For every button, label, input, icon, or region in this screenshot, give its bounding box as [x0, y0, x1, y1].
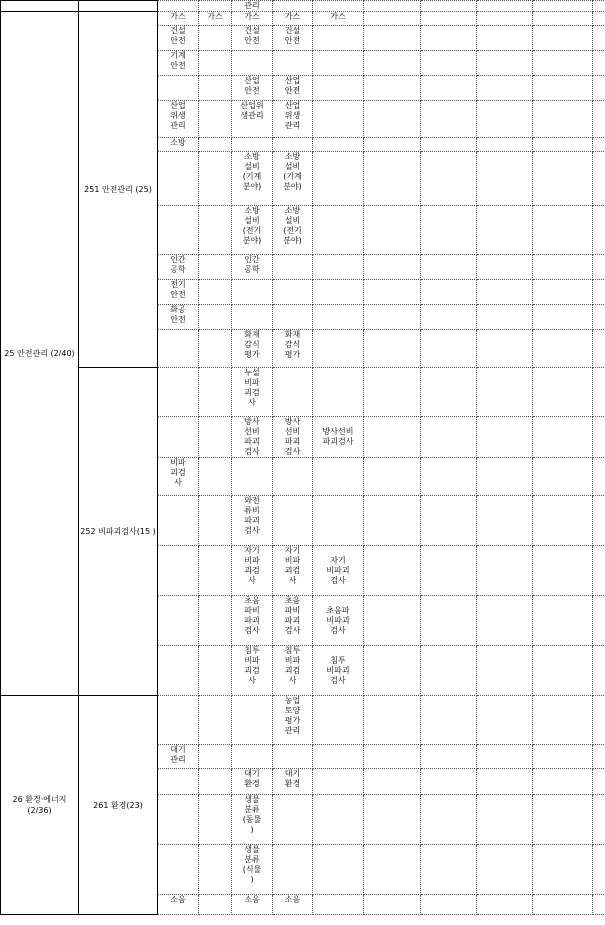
cert-cell: 침투 비파 괴검 사 — [273, 646, 313, 696]
blank-cell — [593, 845, 605, 895]
blank-cell — [533, 417, 593, 458]
cert-cell — [199, 496, 232, 546]
cert-cell — [199, 305, 232, 330]
blank-cell — [593, 368, 605, 417]
cert-cell: 건설 안전 — [232, 26, 273, 51]
blank-cell — [364, 546, 421, 596]
cert-cell — [232, 51, 273, 76]
blank-cell — [593, 795, 605, 845]
blank-cell — [477, 330, 533, 368]
cert-cell — [273, 368, 313, 417]
blank-cell — [533, 330, 593, 368]
blank-cell — [421, 795, 477, 845]
blank-cell — [273, 1, 313, 12]
cert-cell: 자기 비파 괴검 사 — [273, 546, 313, 596]
blank-cell — [533, 769, 593, 795]
cert-cell — [313, 696, 364, 745]
blank-cell — [421, 152, 477, 206]
cert-cell: 전기 안전 — [158, 280, 199, 305]
cert-cell — [232, 305, 273, 330]
cert-cell: 대기 관리 — [158, 745, 199, 769]
cert-cell — [158, 417, 199, 458]
cert-cell — [199, 51, 232, 76]
blank-cell — [364, 368, 421, 417]
table-row — [1, 368, 605, 417]
blank-cell — [593, 895, 605, 915]
cert-cell — [273, 280, 313, 305]
cert-cell — [158, 646, 199, 696]
cert-cell: 침투 비파괴 검사 — [313, 646, 364, 696]
cert-cell: 산업 안전 — [232, 76, 273, 101]
cert-cell: 초음파 비파괴 검사 — [313, 596, 364, 646]
blank-cell — [593, 12, 605, 26]
table-row — [1, 12, 605, 26]
cert-cell: 소방 설비 (전기 분야) — [273, 206, 313, 255]
cert-cell: 관리 — [232, 1, 273, 12]
cert-cell: 농업 토양 평가 관리 — [273, 696, 313, 745]
major-category-safety: 25 안전관리 (2/40) — [1, 12, 79, 696]
blank-cell — [593, 546, 605, 596]
cert-cell: 소방 설비 (전기 분야) — [232, 206, 273, 255]
cert-cell — [199, 76, 232, 101]
cert-cell: 소방 — [158, 138, 199, 152]
cert-cell — [199, 845, 232, 895]
cert-cell — [158, 596, 199, 646]
blank-cell — [421, 696, 477, 745]
cert-cell — [158, 795, 199, 845]
blank-cell — [421, 1, 477, 12]
blank-cell — [364, 596, 421, 646]
blank-cell — [593, 255, 605, 280]
cert-cell — [199, 138, 232, 152]
cert-cell: 가스 — [199, 12, 232, 26]
cert-cell: 자기 비파괴 검사 — [313, 546, 364, 596]
blank-cell — [199, 1, 232, 12]
blank-cell — [421, 458, 477, 496]
cert-cell — [273, 255, 313, 280]
cert-cell: 생물 분류 (동물 ) — [232, 795, 273, 845]
blank-cell — [593, 76, 605, 101]
cert-cell — [232, 745, 273, 769]
cert-cell — [199, 745, 232, 769]
blank-cell — [421, 646, 477, 696]
blank-cell — [593, 101, 605, 138]
blank-cell — [364, 138, 421, 152]
blank-cell — [421, 138, 477, 152]
cert-cell — [273, 458, 313, 496]
cert-cell — [313, 305, 364, 330]
cert-cell — [199, 646, 232, 696]
blank-cell — [421, 51, 477, 76]
blank-cell — [593, 51, 605, 76]
blank-cell — [533, 745, 593, 769]
cert-cell: 인간 공학 — [232, 255, 273, 280]
blank-cell — [477, 458, 533, 496]
blank-cell — [593, 646, 605, 696]
cert-cell — [199, 206, 232, 255]
blank-cell — [533, 101, 593, 138]
cert-cell: 가스 — [232, 12, 273, 26]
cert-cell — [313, 745, 364, 769]
blank-cell — [477, 76, 533, 101]
cert-cell: 대기 환경 — [273, 769, 313, 795]
cert-cell: 누설 비파 괴검 사 — [232, 368, 273, 417]
cert-cell: 초음 파비 파괴 검사 — [232, 596, 273, 646]
cert-cell: 기계 안전 — [158, 51, 199, 76]
cert-cell — [313, 895, 364, 915]
blank-cell — [364, 330, 421, 368]
blank-cell — [158, 1, 199, 12]
cert-cell: 소방 설비 (기계 분야) — [232, 152, 273, 206]
mid-category-252: 252 비파괴검사(15 ) — [79, 368, 158, 696]
cert-cell — [313, 330, 364, 368]
cert-cell: 소방 설비 (기계 분야) — [273, 152, 313, 206]
blank-cell — [593, 417, 605, 458]
blank-cell — [421, 596, 477, 646]
blank-cell — [364, 795, 421, 845]
mid-category-261: 261 환경(23) — [79, 696, 158, 915]
blank-cell — [421, 769, 477, 795]
cert-cell — [273, 496, 313, 546]
blank-cell — [533, 26, 593, 51]
cert-cell — [158, 76, 199, 101]
blank-cell — [533, 255, 593, 280]
blank-cell — [477, 845, 533, 895]
blank-cell — [364, 305, 421, 330]
blank-cell — [364, 458, 421, 496]
blank-cell — [593, 305, 605, 330]
cert-cell — [199, 458, 232, 496]
cert-cell — [199, 280, 232, 305]
cert-cell: 화공 안전 — [158, 305, 199, 330]
blank-cell — [533, 12, 593, 26]
blank-cell — [421, 845, 477, 895]
blank-cell — [477, 1, 533, 12]
blank-cell — [477, 206, 533, 255]
blank-cell — [477, 26, 533, 51]
blank-cell — [477, 596, 533, 646]
blank-cell — [593, 280, 605, 305]
cert-cell — [199, 795, 232, 845]
blank-cell — [364, 745, 421, 769]
blank-cell — [533, 458, 593, 496]
cert-cell — [158, 330, 199, 368]
blank-cell — [364, 101, 421, 138]
blank-cell — [364, 496, 421, 546]
blank-cell — [593, 152, 605, 206]
cert-cell — [313, 76, 364, 101]
cert-cell: 산업 위생 관리 — [273, 101, 313, 138]
cert-cell — [313, 280, 364, 305]
blank-cell — [593, 206, 605, 255]
blank-cell — [421, 496, 477, 546]
blank-cell — [1, 1, 79, 12]
blank-cell — [533, 138, 593, 152]
cert-cell — [313, 458, 364, 496]
cert-cell: 침투 비파 괴검 사 — [232, 646, 273, 696]
cert-cell — [199, 255, 232, 280]
cert-cell — [199, 101, 232, 138]
cert-cell — [273, 138, 313, 152]
cert-cell — [232, 458, 273, 496]
blank-cell — [593, 696, 605, 745]
blank-cell — [593, 745, 605, 769]
cert-cell — [313, 255, 364, 280]
blank-cell — [364, 51, 421, 76]
blank-cell — [364, 152, 421, 206]
blank-cell — [421, 76, 477, 101]
blank-cell — [364, 646, 421, 696]
cert-cell — [158, 845, 199, 895]
blank-cell — [477, 696, 533, 745]
blank-cell — [593, 1, 605, 12]
cert-cell: 화재 감식 평가 — [273, 330, 313, 368]
cert-cell — [273, 305, 313, 330]
blank-cell — [79, 1, 158, 12]
cert-cell: 산업위 생관리 — [232, 101, 273, 138]
cert-cell — [158, 152, 199, 206]
cert-cell — [313, 368, 364, 417]
blank-cell — [593, 596, 605, 646]
blank-cell — [533, 596, 593, 646]
blank-cell — [364, 76, 421, 101]
blank-cell — [533, 152, 593, 206]
cert-cell: 방사 선비 파괴 검사 — [273, 417, 313, 458]
cert-cell — [199, 368, 232, 417]
blank-cell — [364, 769, 421, 795]
blank-cell — [477, 101, 533, 138]
cert-cell: 가스 — [158, 12, 199, 26]
blank-cell — [593, 769, 605, 795]
blank-cell — [364, 696, 421, 745]
mid-category-251: 251 안전관리 (25) — [79, 12, 158, 368]
blank-cell — [364, 1, 421, 12]
blank-cell — [477, 417, 533, 458]
blank-cell — [533, 895, 593, 915]
blank-cell — [364, 895, 421, 915]
blank-cell — [477, 368, 533, 417]
cert-cell: 소음 — [232, 895, 273, 915]
blank-cell — [533, 646, 593, 696]
blank-cell — [533, 76, 593, 101]
blank-cell — [421, 26, 477, 51]
cert-cell — [232, 280, 273, 305]
cert-cell — [273, 795, 313, 845]
cert-cell — [158, 206, 199, 255]
blank-cell — [421, 12, 477, 26]
blank-cell — [533, 496, 593, 546]
blank-cell — [477, 745, 533, 769]
blank-cell — [421, 206, 477, 255]
cert-cell — [199, 696, 232, 745]
blank-cell — [533, 1, 593, 12]
cert-cell: 초음 파비 파괴 검사 — [273, 596, 313, 646]
blank-cell — [421, 895, 477, 915]
blank-cell — [593, 330, 605, 368]
blank-cell — [421, 417, 477, 458]
blank-cell — [477, 769, 533, 795]
cert-cell — [158, 769, 199, 795]
cert-cell — [199, 152, 232, 206]
cert-cell — [313, 496, 364, 546]
blank-cell — [533, 51, 593, 76]
blank-cell — [477, 51, 533, 76]
cert-cell: 방사 선비 파괴 검사 — [232, 417, 273, 458]
blank-cell — [533, 845, 593, 895]
cert-cell: 인간 공학 — [158, 255, 199, 280]
cert-cell: 와전 류비 파괴 검사 — [232, 496, 273, 546]
cert-cell — [199, 26, 232, 51]
cert-cell — [313, 101, 364, 138]
blank-cell — [313, 1, 364, 12]
cert-cell — [273, 845, 313, 895]
blank-cell — [533, 696, 593, 745]
blank-cell — [421, 745, 477, 769]
cert-cell — [232, 696, 273, 745]
cert-cell: 소음 — [158, 895, 199, 915]
cert-cell: 건설 안전 — [273, 26, 313, 51]
blank-cell — [364, 845, 421, 895]
cert-cell — [313, 138, 364, 152]
cert-cell — [199, 769, 232, 795]
cert-cell — [199, 417, 232, 458]
blank-cell — [593, 458, 605, 496]
cert-cell: 산업 안전 — [273, 76, 313, 101]
blank-cell — [364, 26, 421, 51]
cert-cell — [313, 769, 364, 795]
cert-cell: 산업 위생 관리 — [158, 101, 199, 138]
blank-cell — [477, 255, 533, 280]
cert-cell — [232, 138, 273, 152]
blank-cell — [421, 546, 477, 596]
blank-cell — [593, 496, 605, 546]
blank-cell — [477, 895, 533, 915]
cert-cell — [199, 596, 232, 646]
blank-cell — [533, 280, 593, 305]
table-row — [1, 696, 605, 745]
cert-cell — [273, 745, 313, 769]
cert-cell: 가스 — [273, 12, 313, 26]
blank-cell — [477, 152, 533, 206]
cert-cell — [199, 546, 232, 596]
cert-cell — [313, 206, 364, 255]
blank-cell — [533, 795, 593, 845]
blank-cell — [477, 138, 533, 152]
cert-cell: 가스 — [313, 12, 364, 26]
blank-cell — [533, 305, 593, 330]
blank-cell — [421, 255, 477, 280]
blank-cell — [477, 280, 533, 305]
blank-cell — [421, 305, 477, 330]
cert-cell — [313, 26, 364, 51]
cert-cell — [313, 51, 364, 76]
blank-cell — [477, 496, 533, 546]
cert-cell — [158, 546, 199, 596]
major-category-env: 26 환경·에너지 (2/36) — [1, 696, 79, 915]
blank-cell — [533, 368, 593, 417]
cert-cell — [313, 152, 364, 206]
blank-cell — [477, 646, 533, 696]
cert-cell — [199, 330, 232, 368]
cert-cell: 방사선비 파괴검사 — [313, 417, 364, 458]
blank-cell — [364, 206, 421, 255]
cert-cell: 비파 괴검 사 — [158, 458, 199, 496]
blank-cell — [533, 546, 593, 596]
blank-cell — [421, 330, 477, 368]
cert-cell — [273, 51, 313, 76]
blank-cell — [477, 795, 533, 845]
blank-cell — [477, 305, 533, 330]
blank-cell — [364, 280, 421, 305]
cert-cell: 자기 비파 괴검 사 — [232, 546, 273, 596]
blank-cell — [593, 138, 605, 152]
blank-cell — [533, 206, 593, 255]
cert-cell — [158, 696, 199, 745]
cert-cell — [158, 368, 199, 417]
blank-cell — [421, 368, 477, 417]
cert-cell — [313, 795, 364, 845]
cert-cell — [313, 845, 364, 895]
cert-cell: 소음 — [273, 895, 313, 915]
blank-cell — [477, 12, 533, 26]
table-row — [1, 1, 605, 12]
cert-cell — [199, 895, 232, 915]
blank-cell — [593, 26, 605, 51]
blank-cell — [364, 255, 421, 280]
cert-cell — [158, 496, 199, 546]
blank-cell — [421, 280, 477, 305]
cert-cell: 화재 감식 평가 — [232, 330, 273, 368]
blank-cell — [364, 417, 421, 458]
blank-cell — [421, 101, 477, 138]
cert-cell: 건설 안전 — [158, 26, 199, 51]
cert-cell: 생물 분류 (식물 ) — [232, 845, 273, 895]
cert-cell: 대기 환경 — [232, 769, 273, 795]
blank-cell — [477, 546, 533, 596]
blank-cell — [364, 12, 421, 26]
